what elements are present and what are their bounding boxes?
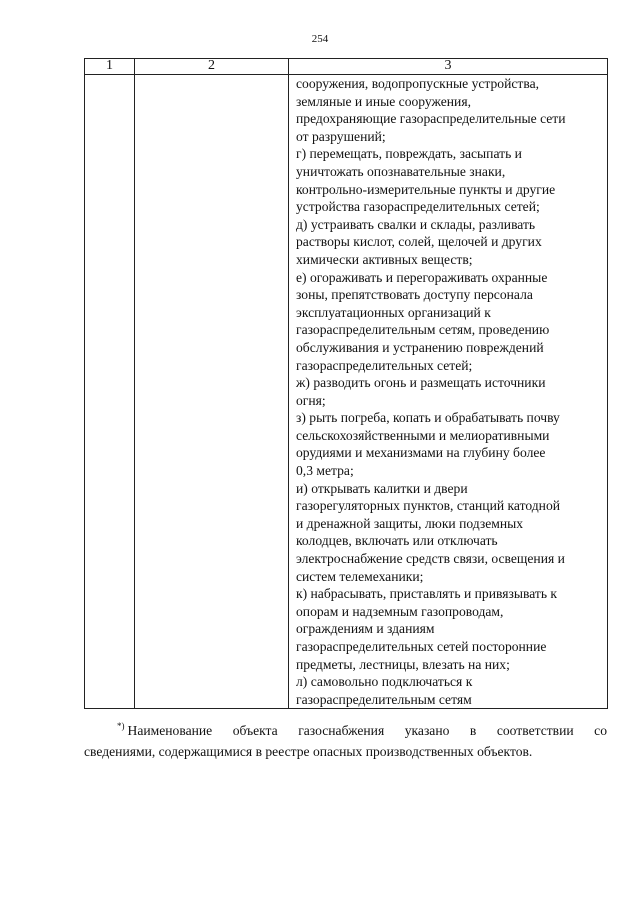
text-line: эксплуатационных организаций к (296, 304, 491, 320)
text-line: химически активных веществ; (296, 251, 473, 267)
text-line: и) открывать калитки и двери (296, 480, 468, 496)
text-line: газорегуляторных пунктов, станций катодной (296, 498, 561, 514)
text-line: газораспределительным сетям (296, 691, 472, 707)
text-line: ограждениям и зданиям (296, 621, 435, 637)
text-line: газораспределительным сетям, проведению (296, 322, 550, 338)
text-line: д) устраивать свалки и склады, разливать (296, 216, 536, 232)
text-line: 0,3 метра; (296, 463, 354, 479)
text-line: зоны, препятствовать доступу персонала (296, 287, 533, 303)
text-line: растворы кислот, солей, щелочей и других (296, 234, 542, 250)
text-line: контрольно-измерительные пункты и другие (296, 181, 556, 197)
text-line: ж) разводить огонь и размещать источники (296, 375, 546, 391)
text-line: от разрушений; (296, 128, 386, 144)
text-line: к) набрасывать, приставлять и привязывать к (296, 586, 558, 602)
text-line: з) рыть погреба, копать и обрабатывать почву (296, 410, 560, 426)
table-header-row (85, 59, 608, 75)
table-cell-col2 (135, 75, 289, 709)
document-table (84, 58, 608, 709)
footnote-text-1: Наименование объекта газоснабжения указано в соответствии со (127, 723, 607, 738)
text-line: огня; (296, 392, 326, 408)
text-line: орудиями и механизмами на глубину более (296, 445, 546, 461)
text-line: газораспределительных сетей посторонние (296, 639, 547, 654)
text-line: сельскохозяйственными и мелиоративными (296, 427, 550, 443)
text-line: е) огораживать и перегораживать охранные (296, 269, 548, 285)
text-line: и дренажной защиты, люки подземных (296, 515, 524, 531)
page-number: 254 (311, 33, 329, 45)
text-line: обслуживания и устранению повреждений (296, 339, 544, 355)
table-cell-col3 (289, 75, 608, 709)
prohibitions-text (289, 75, 607, 708)
column-header-3: 3 (289, 59, 608, 75)
footnote (84, 716, 607, 762)
column-header-1: 1 (85, 59, 135, 75)
text-line: уничтожать опознавательные знаки, (296, 163, 506, 179)
footnote-line-1 (84, 716, 607, 741)
table-cell-col1 (85, 75, 135, 709)
text-line: сооружения, водопропускные устройства, (296, 76, 540, 91)
text-line: предохраняющие газораспределительные сети (296, 111, 566, 127)
text-line: колодцев, включать или отключать (296, 533, 498, 549)
text-line: л) самовольно подключаться к (296, 674, 473, 690)
text-line: г) перемещать, повреждать, засыпать и (296, 146, 522, 162)
text-line: опорам и надземным газопроводам, (296, 603, 504, 619)
footnote-line-2: сведениями, содержащимися в реестре опасных производственных объектов. (84, 744, 533, 759)
text-line: систем телемеханики; (296, 568, 424, 584)
table-row (85, 75, 608, 709)
text-line: земляные и иные сооружения, (296, 93, 471, 109)
column-header-2: 2 (135, 59, 289, 75)
text-line: газораспределительных сетей; (296, 357, 473, 373)
footnote-marker: *) (117, 721, 125, 731)
text-line: электроснабжение средств связи, освещения и (296, 551, 565, 567)
text-line: предметы, лестницы, влезать на них; (296, 656, 510, 672)
text-line: устройства газораспределительных сетей; (296, 199, 540, 215)
